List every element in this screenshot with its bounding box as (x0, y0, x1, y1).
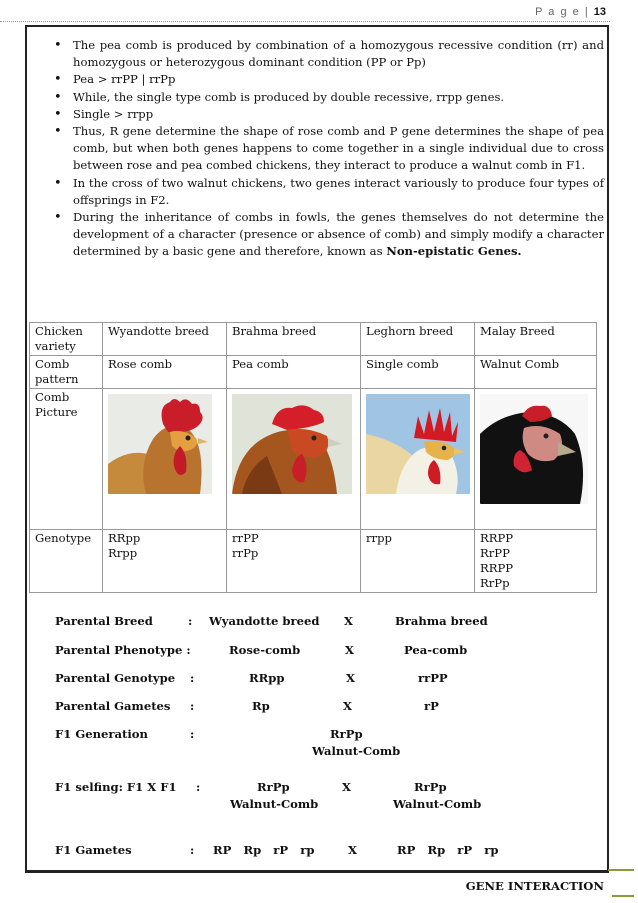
comb-type: Pea comb (227, 356, 361, 389)
table-row (30, 389, 597, 530)
comb-type: Rose comb (103, 356, 227, 389)
genotype-cell: RRPP RrPP RRPP RrPp (475, 530, 597, 593)
genotype-cell: rrPP rrPp (227, 530, 361, 593)
breed-name: Leghorn breed (361, 323, 475, 356)
bullet-item: • While, the single type comb is produced by double recessive, rrpp genes. (52, 89, 604, 106)
comb-type: Walnut Comb (475, 356, 597, 389)
bullet-list (52, 37, 604, 261)
bullet-item: • Thus, R gene determine the shape of rose comb and P gene determines the shape of pea comb, but when both genes happens to come together in a single individual due to cross between rose and pea combed chickens, they interact to produce a walnut comb in F1. (52, 123, 604, 175)
rooster-rose-comb-photo (108, 394, 212, 494)
key-term: Non-epistatic Genes. (386, 244, 522, 259)
bullet-item: • The pea comb is produced by combination of a homozygous recessive condition (rr) and homozygous or heterozygous dominant condition (PP or Pp) (52, 37, 604, 71)
rooster-pea-comb-photo (232, 394, 352, 494)
page-number: 13 (593, 6, 606, 18)
rooster-single-comb-photo (366, 394, 470, 494)
row-label: Genotype (30, 530, 103, 593)
bullet-item: • In the cross of two walnut chickens, two genes interact variously to produce four types of offsprings in F2. (52, 175, 604, 209)
bullet-item: • During the inheritance of combs in fowls, the genes themselves do not determine the development of a character (presence or absence of comb) and simply modify a character determined by a basic gene and therefore, known as Non-epistatic Genes. (52, 209, 604, 261)
genotype-cell: rrpp (361, 530, 475, 593)
footer-chapter-title: GENE INTERACTION (465, 879, 604, 893)
footer-decoration (608, 869, 634, 901)
table-row (30, 323, 597, 356)
comb-type: Single comb (361, 356, 475, 389)
comb-breeds-table (29, 322, 597, 593)
genotype-cell: RRpp Rrpp (103, 530, 227, 593)
row-label: Comb pattern (30, 356, 103, 389)
table-row (30, 530, 597, 593)
breed-name: Malay Breed (475, 323, 597, 356)
bullet-item: • Single > rrpp (52, 106, 604, 123)
row-label: Chicken variety (30, 323, 103, 356)
breed-name: Wyandotte breed (103, 323, 227, 356)
table-row (30, 356, 597, 389)
row-label: Comb Picture (30, 389, 103, 530)
page-label: P a g e | (535, 6, 590, 18)
header-rule (0, 21, 610, 22)
rooster-walnut-comb-photo (480, 394, 588, 504)
page-number-header (535, 6, 606, 18)
bullet-item: • Pea > rrPP | rrPp (52, 71, 604, 88)
breed-name: Brahma breed (227, 323, 361, 356)
